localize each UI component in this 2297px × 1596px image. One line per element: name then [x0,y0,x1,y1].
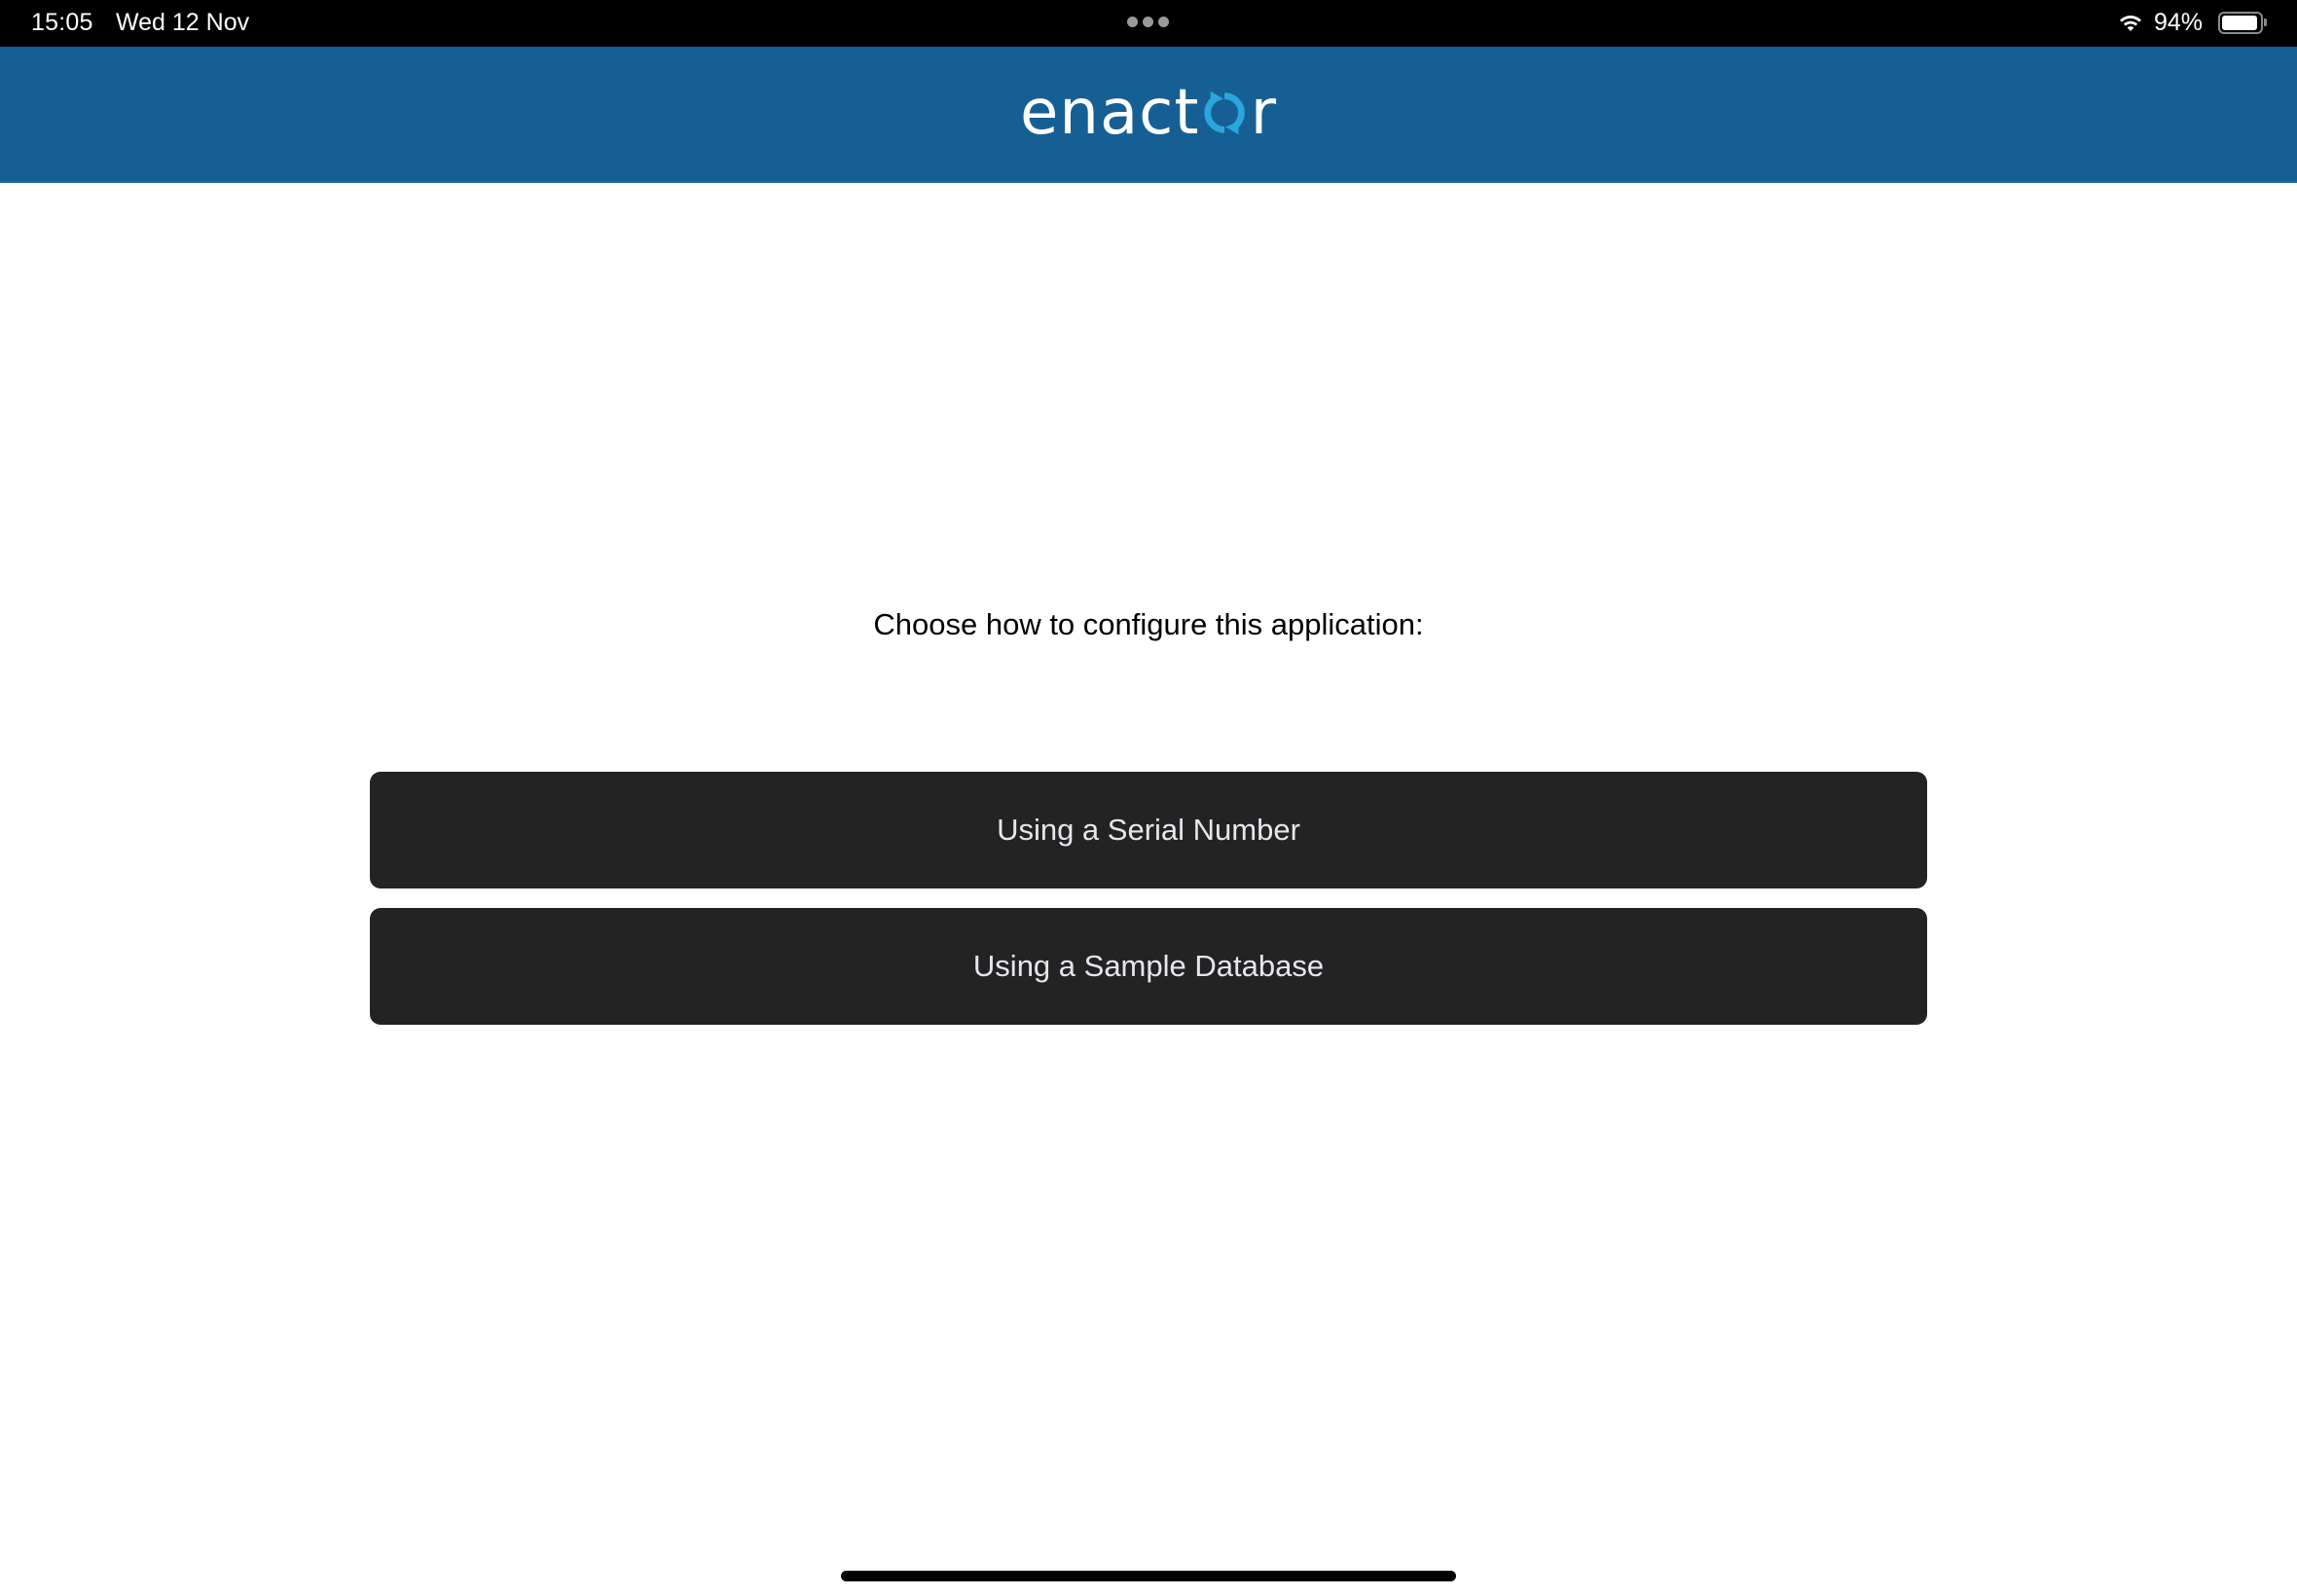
multitask-dots-icon[interactable] [1127,17,1169,28]
serial-number-button-label: Using a Serial Number [997,813,1300,847]
sample-database-button-label: Using a Sample Database [972,949,1325,983]
status-bar [0,0,2297,47]
sample-database-button[interactable] [370,908,1927,1025]
status-time: 15:05 [31,9,93,36]
battery-nub [2264,18,2267,26]
battery-percentage: 94% [2154,9,2204,36]
wifi-icon [2118,12,2143,33]
refresh-arrows-icon [1201,89,1248,137]
battery-icon [2218,12,2263,34]
logo-text-end: r [1250,77,1277,149]
logo-text-start: enact [1020,77,1200,149]
serial-number-button[interactable] [370,772,1927,889]
status-date: Wed 12 Nov [116,9,250,36]
home-indicator[interactable] [841,1571,1456,1581]
battery-level [2222,16,2257,30]
app-header [0,47,2297,183]
enactor-logo [1020,74,1277,152]
configuration-prompt: Choose how to configure this application: [873,607,1424,641]
